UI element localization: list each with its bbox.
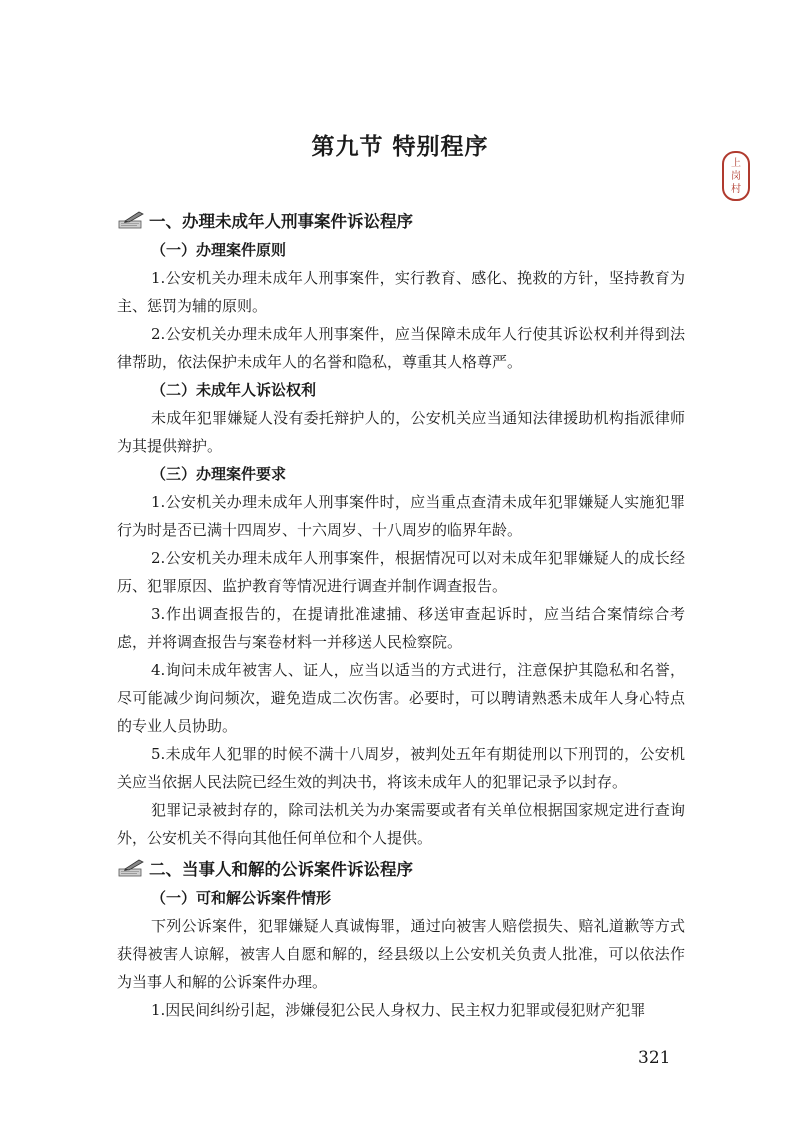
section-heading-text: 一、办理未成年人刑事案件诉讼程序 bbox=[149, 212, 413, 231]
paragraph: 1.公安机关办理未成年人刑事案件时，应当重点查清未成年犯罪嫌疑人实施犯罪行为时是否已满十四周岁、十六周岁、十八周岁的临界年龄。 bbox=[117, 493, 685, 539]
paragraph: 3.作出调查报告的，在提请批准逮捕、移送审查起诉时，应当结合案情综合考虑，并将调查报告与案卷材料一并移送人民检察院。 bbox=[117, 605, 685, 651]
paragraph: 未成年犯罪嫌疑人没有委托辩护人的，公安机关应当通知法律援助机构指派律师为其提供辩护。 bbox=[117, 409, 685, 455]
pen-and-paper-icon bbox=[117, 210, 147, 230]
paragraph: 5.未成年人犯罪的时候不满十八周岁，被判处五年有期徒刑以下刑罚的，公安机关应当依据人民法院已经生效的判决书，将该未成年人的犯罪记录予以封存。 bbox=[117, 745, 685, 791]
pen-and-paper-icon bbox=[117, 858, 147, 878]
paragraph: 1.因民间纠纷引起，涉嫌侵犯公民人身权力、民主权力犯罪或侵犯财产犯罪 bbox=[151, 1001, 646, 1019]
svg-text:村: 村 bbox=[731, 184, 741, 195]
page-content bbox=[117, 204, 685, 1024]
paragraph: 2.公安机关办理未成年人刑事案件，根据情况可以对未成年犯罪嫌疑人的成长经历、犯罪原因、监护教育等情况进行调查并制作调查报告。 bbox=[117, 549, 685, 595]
svg-text:岗: 岗 bbox=[731, 171, 741, 182]
section-heading-text: 二、当事人和解的公诉案件诉讼程序 bbox=[149, 860, 413, 879]
subsection-heading: （三）办理案件要求 bbox=[151, 465, 287, 483]
subsection-heading: （一）办理案件原则 bbox=[151, 241, 287, 259]
paragraph: 下列公诉案件，犯罪嫌疑人真诚悔罪，通过向被害人赔偿损失、赔礼道歉等方式获得被害人谅解，被害人自愿和解的，经县级以上公安机关负责人批准，可以依法作为当事人和解的公诉案件办理。 bbox=[117, 917, 685, 991]
subsection-heading: （一）可和解公诉案件情形 bbox=[151, 889, 332, 907]
chapter-title: 第九节 特别程序 bbox=[311, 134, 489, 160]
paragraph: 4.询问未成年被害人、证人，应当以适当的方式进行，注意保护其隐私和名誉，尽可能减少询问频次，避免造成二次伤害。必要时，可以聘请熟悉未成年人身心特点的专业人员协助。 bbox=[117, 661, 685, 735]
paragraph: 犯罪记录被封存的，除司法机关为办案需要或者有关单位根据国家规定进行查询外，公安机关不得向其他任何单位和个人提供。 bbox=[117, 801, 685, 847]
section-heading-2 bbox=[117, 852, 685, 884]
subsection-heading: （二）未成年人诉讼权利 bbox=[151, 381, 317, 399]
page-number: 321 bbox=[638, 1048, 671, 1068]
paragraph: 1.公安机关办理未成年人刑事案件，实行教育、感化、挽救的方针，坚持教育为主、惩罚为辅的原则。 bbox=[117, 269, 685, 315]
section-heading-1 bbox=[117, 204, 685, 236]
paragraph: 2.公安机关办理未成年人刑事案件，应当保障未成年人行使其诉讼权利并得到法律帮助，依法保护未成年人的名誉和隐私，尊重其人格尊严。 bbox=[117, 325, 685, 371]
seal-stamp bbox=[721, 150, 751, 202]
svg-text:上: 上 bbox=[731, 158, 741, 169]
